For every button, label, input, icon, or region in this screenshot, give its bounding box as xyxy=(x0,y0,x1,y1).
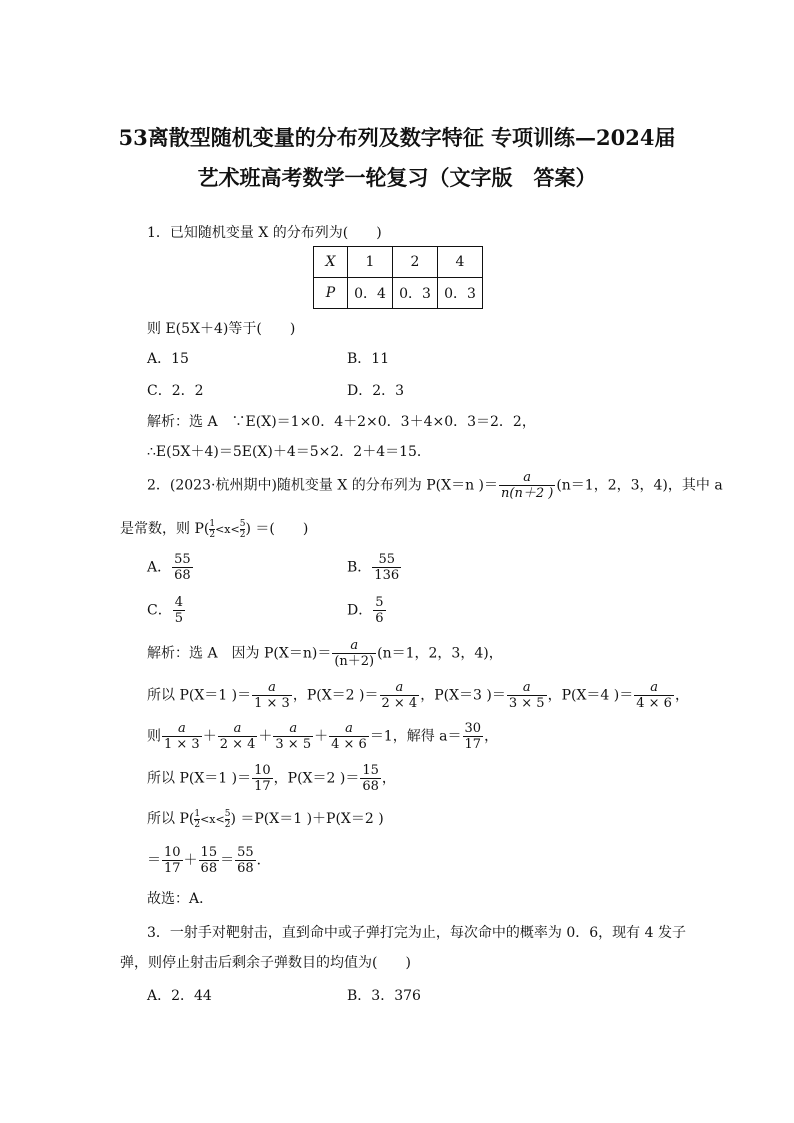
text: ，P(X＝4 )＝ xyxy=(547,687,634,704)
fraction-numerator: a xyxy=(273,721,313,737)
fraction-denominator: 1 × 3 xyxy=(164,737,200,752)
fraction-numerator: 30 xyxy=(464,721,482,736)
probability-fraction xyxy=(507,680,547,711)
q1-option-b: B．11 xyxy=(347,351,390,367)
sum-fraction xyxy=(273,721,313,752)
fraction-denominator: 17 xyxy=(464,737,482,752)
probability-fraction xyxy=(199,845,220,876)
fraction-denominator: 17 xyxy=(164,861,181,876)
fraction-denominator: 4 × 6 xyxy=(636,696,672,711)
q2-solution-line5 xyxy=(147,808,384,830)
fraction-numerator: 15 xyxy=(200,845,218,860)
fraction-denominator: (n＋2) xyxy=(334,654,375,669)
text: ＝1，解得 a＝ xyxy=(369,728,462,745)
fraction-numerator: 55 xyxy=(237,845,254,860)
q2-option-c xyxy=(147,595,186,626)
a-value-fraction xyxy=(463,721,484,752)
q3-option-b: B．3．376 xyxy=(347,988,421,1004)
text: ， xyxy=(484,728,499,745)
option-fraction xyxy=(172,552,193,583)
fraction-numerator: 1 xyxy=(194,808,201,819)
fraction-denominator: 6 xyxy=(375,611,384,626)
fraction-denominator: 68 xyxy=(237,861,254,876)
fraction-numerator: 5 xyxy=(224,808,231,819)
option-fraction xyxy=(372,552,401,583)
text: ) ＝P(X＝1 )＋P(X＝2 ) xyxy=(230,811,384,827)
fraction-denominator: n(n＋2 ) xyxy=(501,486,554,501)
q3-option-a: A．2．44 xyxy=(147,988,212,1004)
fraction-denominator: 3 × 5 xyxy=(508,696,545,711)
q2-solution-line2 xyxy=(147,680,689,711)
solution-fraction xyxy=(332,638,376,669)
table-cell: 0．4 xyxy=(348,278,393,309)
text: ＝ xyxy=(220,852,235,869)
text: ， xyxy=(381,770,396,787)
sum-fraction xyxy=(218,721,258,752)
fraction-denominator: 1 × 3 xyxy=(254,696,290,711)
page-title: 53离散型随机变量的分布列及数字特征 专项训练—2024届 xyxy=(118,125,676,150)
table-cell: 1 xyxy=(348,247,393,278)
fraction-numerator: 5 xyxy=(375,595,384,610)
text: ． xyxy=(256,852,271,869)
q2-stem-suffix: (n＝1，2，3，4)，其中 a xyxy=(556,477,723,494)
text: 则 xyxy=(147,728,161,745)
table-row xyxy=(314,278,483,309)
fraction-numerator: 55 xyxy=(174,552,191,567)
option-label: B． xyxy=(347,559,372,576)
q2-option-b xyxy=(347,552,402,583)
fraction-numerator: a xyxy=(499,470,555,486)
q2-conclusion: 故选：A． xyxy=(147,891,214,907)
q2-stem-prefix: 2．(2023·杭州期中)随机变量 X 的分布列为 P(X＝n )＝ xyxy=(147,477,499,494)
fraction-denominator: 2 xyxy=(224,819,231,830)
fraction-numerator: a xyxy=(162,721,202,737)
fraction-denominator: 68 xyxy=(362,779,379,794)
probability-fraction xyxy=(634,680,674,711)
fraction-numerator: 10 xyxy=(164,845,181,860)
fraction-denominator: 68 xyxy=(174,568,191,583)
fraction-numerator: a xyxy=(329,721,369,737)
text: 解析：选 A 因为 P(X＝n)＝ xyxy=(147,645,332,662)
plus-sign: ＋ xyxy=(258,728,273,745)
q1-analysis-line1: 解析：选 A ∵E(X)＝1×0．4＋2×0．3＋4×0．3＝2．2， xyxy=(147,414,536,430)
plus-sign: ＋ xyxy=(183,852,198,869)
text: ， xyxy=(674,687,689,704)
sum-fraction xyxy=(162,721,202,752)
probability-fraction xyxy=(252,763,273,794)
q1-option-a: A．15 xyxy=(147,351,189,367)
fraction-numerator: 5 xyxy=(239,518,246,529)
fraction-numerator: 15 xyxy=(362,763,379,778)
q2-option-d xyxy=(347,595,387,626)
q2-option-a xyxy=(147,552,194,583)
q2-stem-line2-prefix: 是常数，则 P( xyxy=(120,521,210,537)
fraction-denominator: 3 × 5 xyxy=(275,737,312,752)
fraction-denominator: 2 × 4 xyxy=(381,696,418,711)
fraction-denominator: 2 xyxy=(209,529,216,540)
q2-solution-line4 xyxy=(147,763,396,794)
table-cell: 2 xyxy=(393,247,438,278)
fraction-numerator: 55 xyxy=(372,552,401,568)
fraction-denominator: 5 xyxy=(174,611,183,626)
page-subtitle: 艺术班高考数学一轮复习（文字版 答案） xyxy=(197,165,597,190)
q1-option-c: C．2．2 xyxy=(147,383,204,399)
option-label: A． xyxy=(147,559,172,576)
sum-fraction xyxy=(329,721,369,752)
probability-fraction xyxy=(162,845,183,876)
fraction-denominator: 68 xyxy=(200,861,218,876)
fraction-denominator: 2 xyxy=(239,529,246,540)
q1-option-d: D．2．3 xyxy=(347,383,405,399)
table-cell: 4 xyxy=(438,247,483,278)
text: 所以 P( xyxy=(147,811,195,827)
q1-distribution-table xyxy=(313,246,483,309)
option-fraction xyxy=(373,595,385,626)
option-label: D． xyxy=(347,602,373,619)
fraction-numerator: a xyxy=(252,680,292,696)
q1-analysis-line2: ∴E(5X＋4)＝5E(X)＋4＝5×2．2＋4＝15． xyxy=(147,444,431,460)
q2-stem-line1 xyxy=(147,470,723,501)
q3-stem-line2: 弹，则停止射击后剩余子弹数目的均值为( ) xyxy=(120,955,411,971)
fraction-numerator: a xyxy=(507,680,547,696)
fraction-denominator: 17 xyxy=(254,779,271,794)
inequality-x: <x< xyxy=(200,813,225,826)
fraction-numerator: a xyxy=(380,680,420,696)
fraction-numerator: a xyxy=(218,721,258,737)
q3-stem-line1: 3．一射手对靶射击，直到命中或子弹打完为止，每次命中的概率为 0．6，现有 4 发子 xyxy=(147,925,686,941)
q2-stem-fraction xyxy=(499,470,555,501)
text: 所以 P(X＝1 )＝ xyxy=(147,770,252,787)
plus-sign: ＋ xyxy=(314,728,329,745)
fraction-numerator: a xyxy=(332,638,376,654)
table-header-x: X xyxy=(314,247,348,278)
result-fraction xyxy=(235,845,256,876)
q2-solution-line6 xyxy=(147,845,271,876)
text: ，P(X＝3 )＝ xyxy=(420,687,506,704)
q2-solution-line1 xyxy=(147,638,503,669)
q2-stem-line2 xyxy=(120,518,308,540)
q1-ask: 则 E(5X＋4)等于( ) xyxy=(147,321,296,337)
q2-solution-line3 xyxy=(147,721,498,752)
text: (n＝1，2，3，4)， xyxy=(377,645,503,662)
fraction-numerator: 1 xyxy=(209,518,216,529)
fraction-numerator: 4 xyxy=(174,595,183,610)
fraction-numerator: 10 xyxy=(254,763,271,778)
option-label: C． xyxy=(147,602,172,619)
probability-fraction xyxy=(360,763,381,794)
fraction-denominator: 2 xyxy=(194,819,201,830)
inequality-x: <x< xyxy=(215,523,240,536)
table-header-p: P xyxy=(314,278,348,309)
plus-sign: ＋ xyxy=(202,728,217,745)
q1-stem: 1．已知随机变量 X 的分布列为( ) xyxy=(147,225,382,241)
q2-stem-line2-suffix: ) ＝( ) xyxy=(245,521,309,537)
fraction-denominator: 4 × 6 xyxy=(331,737,367,752)
text: ，P(X＝2 )＝ xyxy=(292,687,379,704)
option-fraction xyxy=(173,595,185,626)
fraction-denominator: 136 xyxy=(374,568,400,583)
probability-fraction xyxy=(380,680,420,711)
table-row xyxy=(314,247,483,278)
fraction-numerator: a xyxy=(634,680,674,696)
text: ，P(X＝2 )＝ xyxy=(273,770,360,787)
table-cell: 0．3 xyxy=(438,278,483,309)
table-cell: 0．3 xyxy=(393,278,438,309)
text: ＝ xyxy=(147,852,161,869)
text: 所以 P(X＝1 )＝ xyxy=(147,687,252,704)
probability-fraction xyxy=(252,680,292,711)
fraction-denominator: 2 × 4 xyxy=(219,737,256,752)
